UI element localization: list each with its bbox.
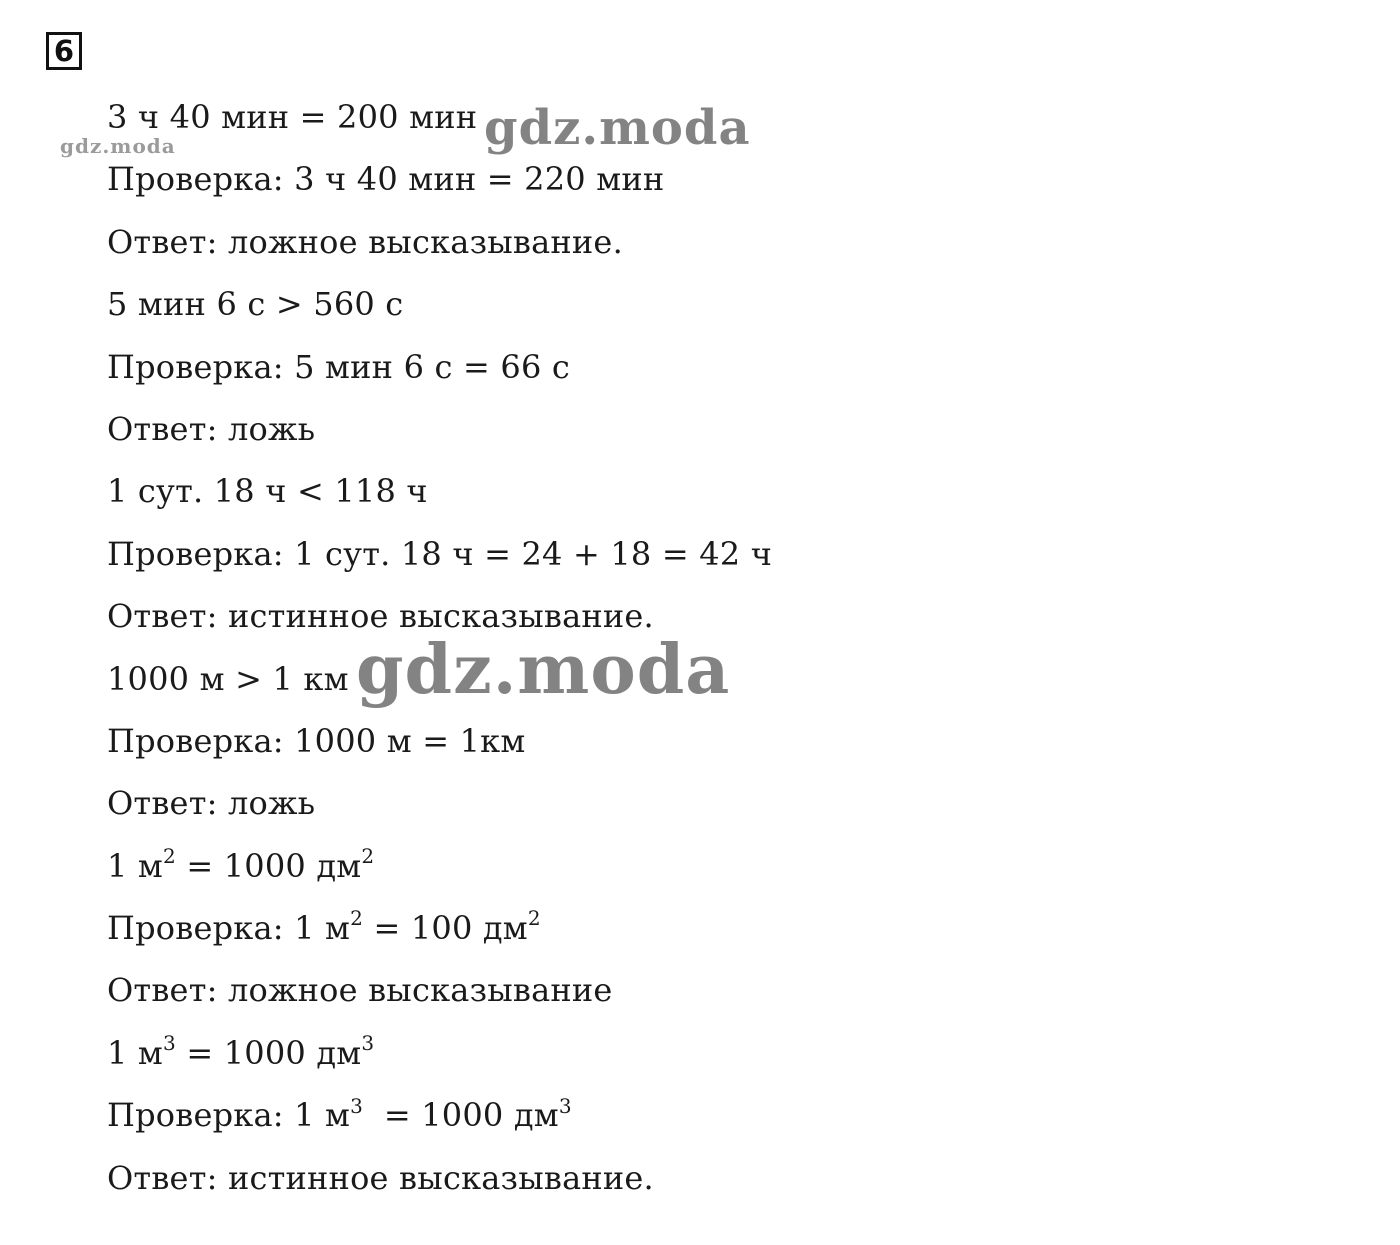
solution-lines (107, 86, 772, 1209)
solution-line: 1000 м > 1 км (107, 659, 349, 698)
solution-line (107, 897, 772, 959)
exponent: 3 (558, 1093, 572, 1118)
task-number-badge: 6 (46, 32, 82, 70)
solution-line: Ответ: ложь (107, 409, 316, 448)
exponent: 3 (361, 1031, 375, 1056)
solution-line: Проверка: 1000 м = 1км (107, 721, 526, 760)
expr-part: Проверка: 1 м (107, 909, 351, 948)
watermark-top: gdz.moda (484, 100, 751, 156)
expr-part: = 1000 дм (363, 1096, 559, 1135)
solution-line: Проверка: 3 ч 40 мин = 220 мин (107, 160, 665, 199)
solution-line: Ответ: ложное высказывание (107, 971, 613, 1010)
solution-line: Проверка: 1 сут. 18 ч = 24 + 18 = 42 ч (107, 534, 773, 573)
solution-line: Ответ: истинное высказывание. (107, 1158, 654, 1197)
exponent: 2 (350, 906, 364, 931)
expr-part: Проверка: 1 м (107, 1096, 351, 1135)
solution-line (107, 1084, 772, 1146)
solution-line: Проверка: 5 мин 6 с = 66 с (107, 347, 570, 386)
watermark-middle: gdz.moda (356, 630, 731, 710)
solution-line: Ответ: ложное высказывание. (107, 222, 623, 261)
solution-line: Ответ: истинное высказывание. (107, 597, 654, 636)
exponent: 2 (527, 906, 541, 931)
exponent: 2 (361, 844, 375, 869)
exponent: 2 (163, 844, 176, 869)
expr-part: = 1000 дм (175, 846, 362, 885)
solution-line: Ответ: ложь (107, 784, 316, 823)
expr-part: = 100 дм (363, 909, 528, 948)
exponent: 3 (350, 1093, 364, 1118)
solution-line (107, 1022, 772, 1084)
solution-line: 5 мин 6 с > 560 с (107, 285, 404, 324)
solution-line: 1 сут. 18 ч < 118 ч (107, 472, 428, 511)
exponent: 3 (163, 1031, 176, 1056)
solution-line (107, 835, 772, 897)
expr-part: = 1000 дм (175, 1033, 362, 1072)
expr-part: 1 м (107, 1033, 164, 1072)
watermark-small: gdz.moda (60, 134, 176, 158)
solution-line: 3 ч 40 мин = 200 мин (107, 98, 478, 136)
expr-part: 1 м (107, 846, 164, 885)
